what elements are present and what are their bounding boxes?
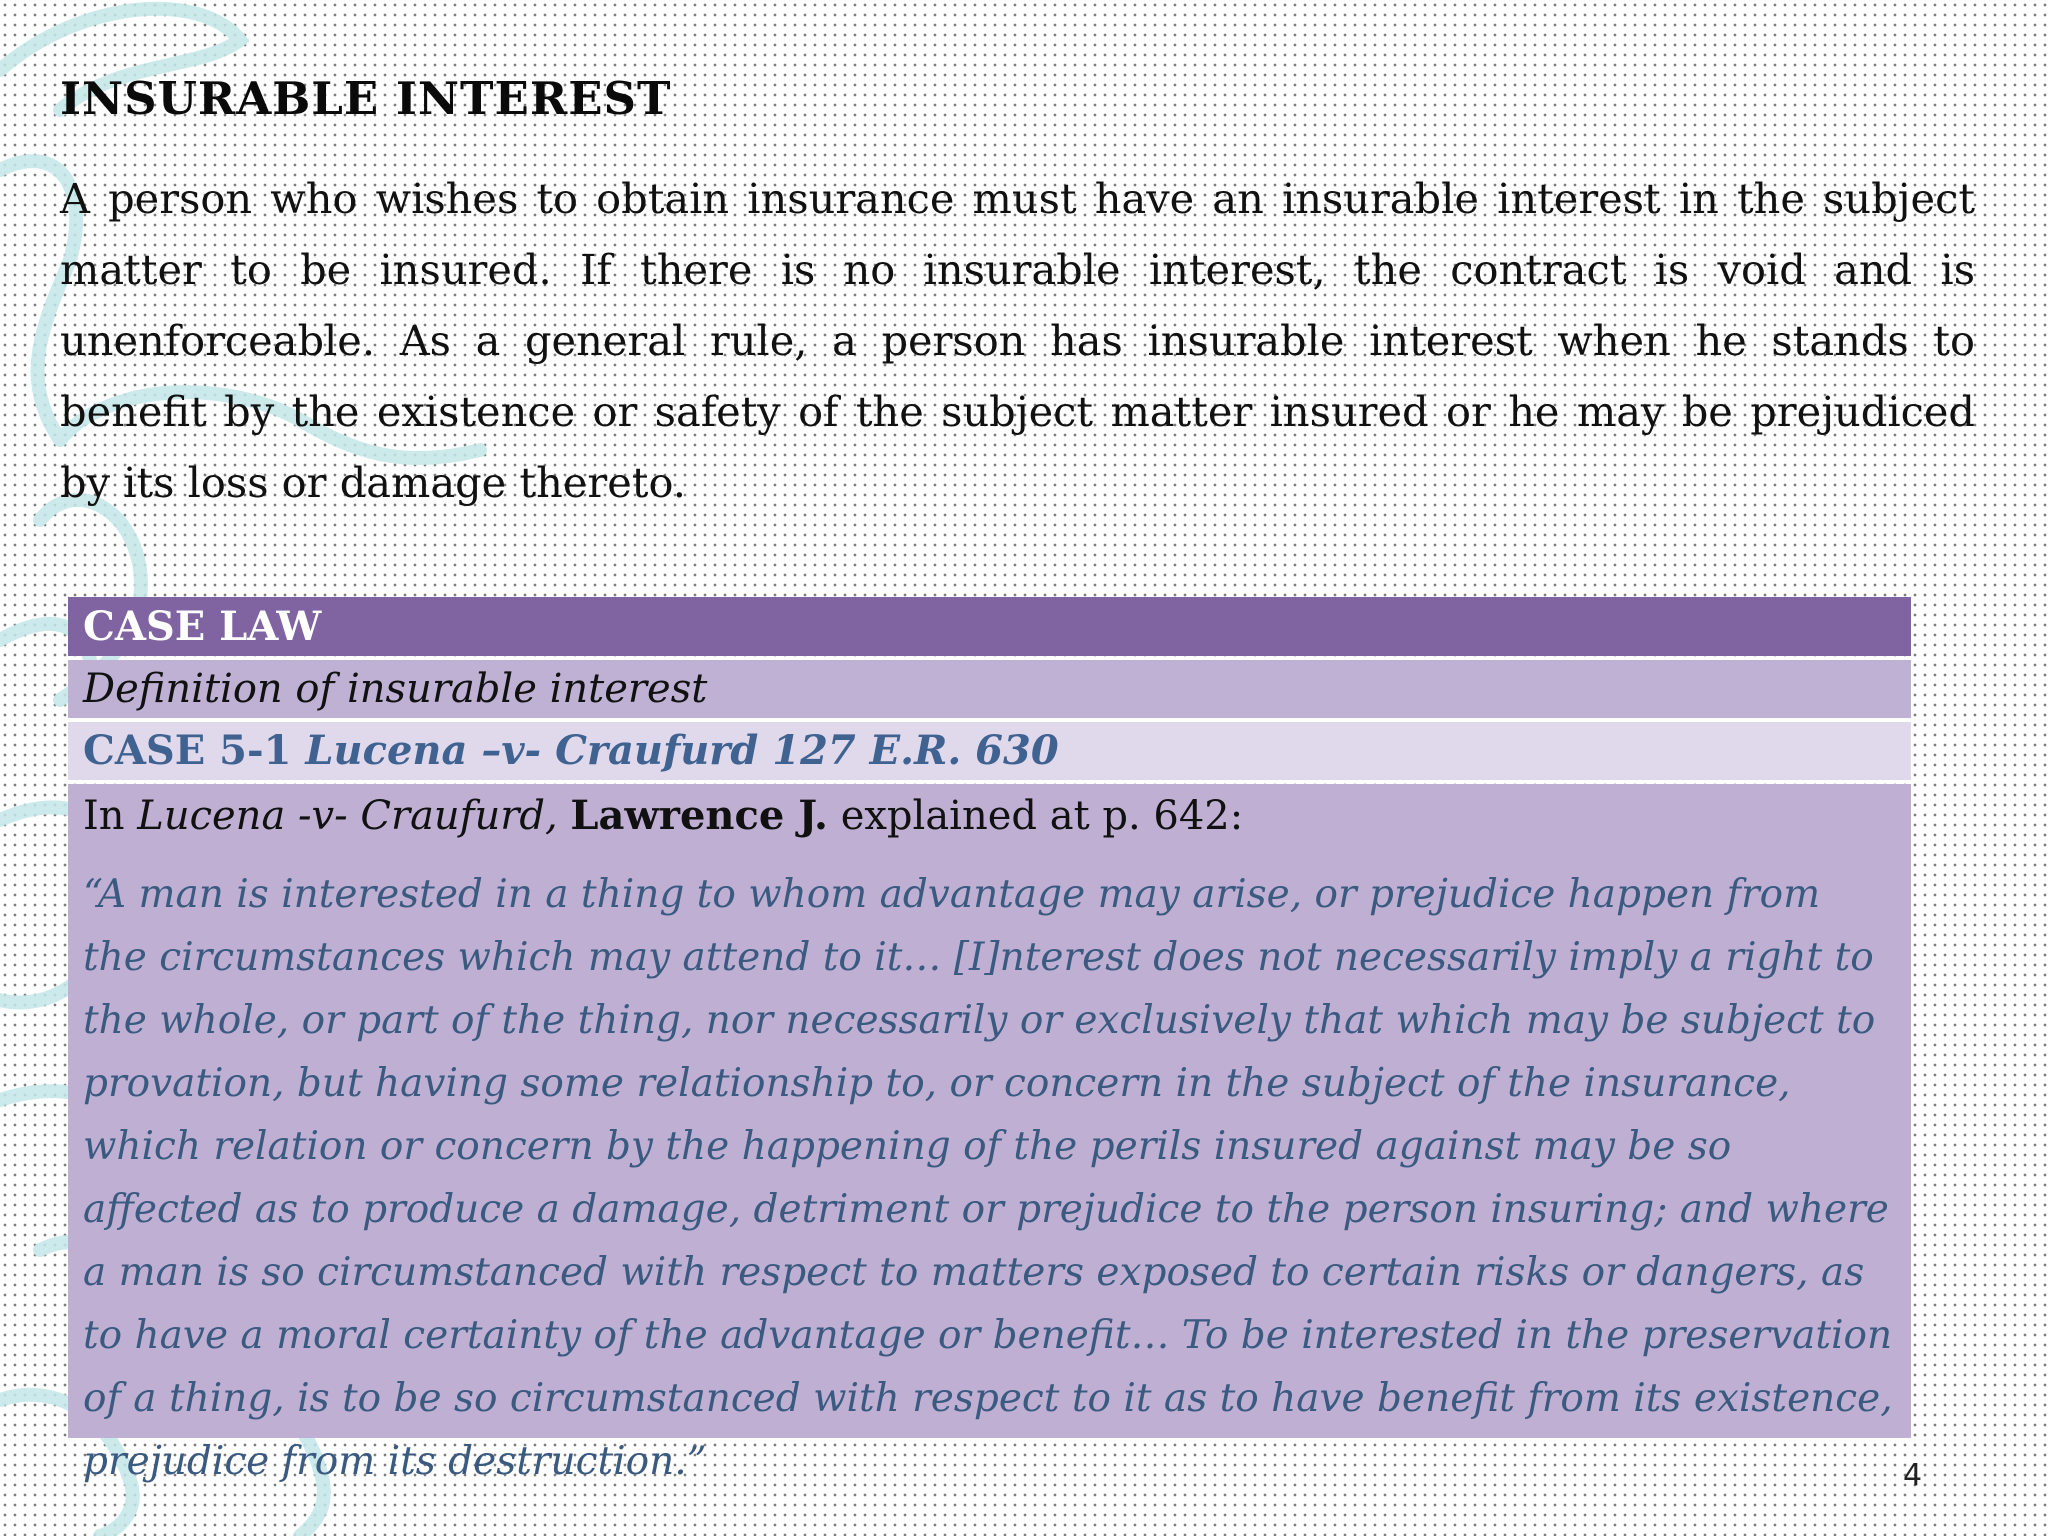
case-intro-line (83, 784, 1896, 847)
case-body (68, 784, 1911, 1484)
case-law-box (68, 597, 1911, 1484)
case-subtitle: Definition of insurable interest (68, 660, 1911, 718)
case-name: Lucena –v- Craufurd 127 E.R. 630 (305, 727, 1059, 774)
case-intro-suffix: explained at p. 642: (827, 793, 1244, 839)
intro-paragraph: A person who wishes to obtain insurance must have an insurable interest in the subject matter to be insured. If there is no insurable interest, the contract is void and is unenforceable. As a general rule, a person has insurable interest when he stands to benefit by the existence or safety of the subject matter insured or he may be prejudiced by its loss or damage thereto. (60, 174, 1975, 507)
case-intro-case-ref: Lucena -v- Craufurd, (137, 793, 558, 839)
page-heading: INSURABLE INTEREST (60, 72, 672, 125)
case-law-title: CASE LAW (68, 597, 1911, 656)
page-number: 4 (1903, 1458, 1923, 1493)
case-intro-prefix: In (83, 793, 138, 839)
case-reference (68, 722, 1911, 780)
case-intro-judge: Lawrence J. (570, 792, 828, 839)
case-label: CASE 5-1 (83, 727, 306, 774)
case-quote: “A man is interested in a thing to whom advantage may arise, or prejudice happen from the circumstances which may attend to it… [I]nterest does not necessarily imply a right to the whole, or part of the thing, nor necessarily or exclusively that which may be subject to provation, but having some relationship to, or concern in the subject of the insurance, which relation or concern by the happening of the perils insured against may be so affected as to produce a damage, detriment or prejudice to the person insuring; and where a man is so circumstanced with respect to matters exposed to certain risks or dangers, as to have a moral certainty of the advantage or benefit… To be interested in the preservation of a thing, is to be so circumstanced with respect to it as to have benefit from its existence, prejudice from its destruction.” (83, 872, 1893, 1484)
